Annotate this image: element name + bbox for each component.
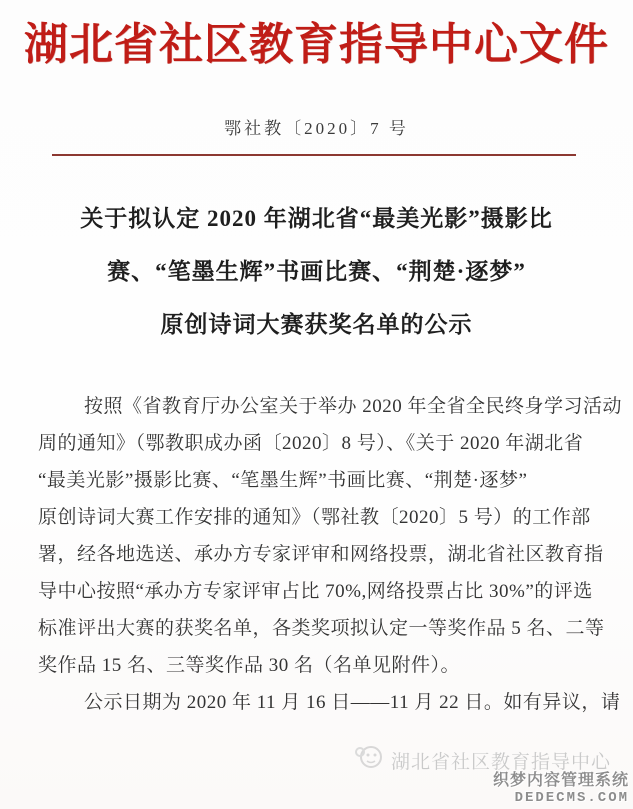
cms-watermark-chinese: 织梦内容管理系统 — [492, 772, 629, 789]
notice-title-line-1: 关于拟认定 2020 年湖北省“最美光影”摄影比 — [80, 206, 553, 231]
notice-title-line-2: 赛、“笔墨生辉”书画比赛、“荆楚·逐梦” — [107, 259, 526, 284]
document-header-title: 湖北省社区教育指导中心文件 — [24, 20, 609, 69]
body-paragraph1-line: 导中心按照“承办方专家评审占比 70%,网络投票占比 30%”的评选 — [38, 581, 593, 602]
red-divider-line — [52, 154, 576, 156]
signature-org-name: 湖北省社区教育指导中心 — [390, 751, 611, 773]
body-paragraph1-line: 标准评出大赛的获奖名单，各类奖项拟认定一等奖作品 5 名、二等 — [38, 618, 605, 639]
body-paragraph1-line: 奖作品 15 名、三等奖作品 30 名（名单见附件）。 — [38, 655, 461, 676]
cms-watermark — [493, 771, 629, 807]
body-paragraph1-line: 署，经各地选送、承办方专家评审和网络投票，湖北省社区教育指 — [38, 544, 604, 565]
cms-watermark-domain: DEDECMS.COM — [514, 790, 629, 806]
body-paragraph1-line: 原创诗词大赛工作安排的通知》（鄂社教〔2020〕5 号）的工作部 — [38, 507, 591, 528]
body-paragraph1-line: “最美光影”摄影比赛、“笔墨生辉”书画比赛、“荆楚·逐梦” — [38, 470, 528, 491]
notice-title — [28, 192, 605, 351]
body-paragraph2-line: 公示日期为 2020 年 11 月 16 日——11 月 22 日。如有异议，请 — [84, 692, 621, 713]
document-number: 鄂社教〔2020〕7 号 — [224, 119, 409, 138]
notice-title-line-3: 原创诗词大赛获奖名单的公示 — [160, 312, 473, 337]
body-paragraph1-line: 周的通知》（鄂教职成办函〔2020〕8 号）、《关于 2020 年湖北省 — [38, 433, 584, 454]
org-logo-icon — [354, 744, 384, 776]
notice-body — [38, 388, 623, 721]
body-paragraph1-line: 按照《省教育厅办公室关于举办 2020 年全省全民终身学习活动 — [84, 396, 623, 417]
